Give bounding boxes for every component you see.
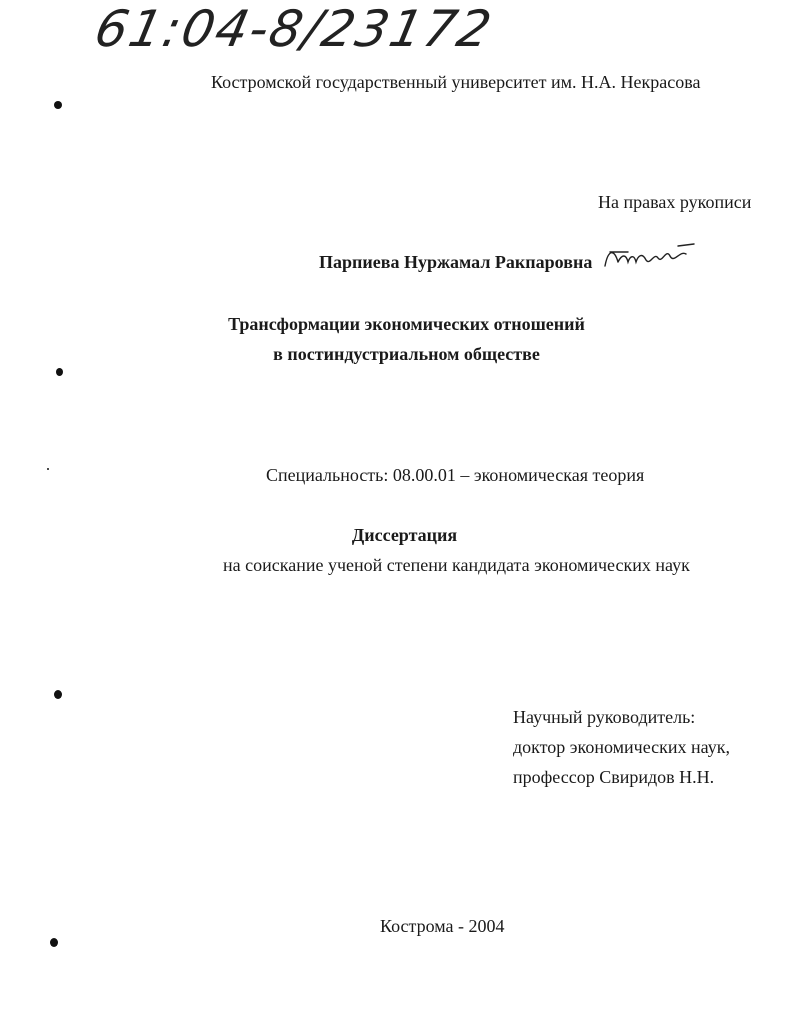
archive-number-handwritten: 61:04-8/23172 <box>89 0 499 58</box>
university-name: Костромской государственный университет им. Н.А. Некрасова <box>211 72 701 92</box>
scan-speck <box>56 368 63 376</box>
title-line-1: Трансформации экономических отношений <box>228 314 585 334</box>
place-year: Кострома - 2004 <box>380 916 505 936</box>
scan-speck <box>47 468 49 470</box>
scan-speck <box>50 938 58 947</box>
supervisor-degree: доктор экономических наук, <box>513 737 730 757</box>
specialty: Специальность: 08.00.01 – экономическая теория <box>266 465 645 485</box>
author-signature <box>600 240 700 274</box>
supervisor-name: профессор Свиридов Н.Н. <box>513 767 715 787</box>
scan-speck <box>54 690 62 699</box>
supervisor-label: Научный руководитель: <box>513 707 696 727</box>
title-line-2: в постиндустриальном обществе <box>273 344 540 364</box>
rights-note: На правах рукописи <box>598 192 752 212</box>
document-type: Диссертация <box>351 525 458 545</box>
scan-speck <box>54 101 62 109</box>
author-name: Парпиева Нуржамал Ракпаровна <box>319 252 593 272</box>
degree-line: на соискание ученой степени кандидата экономических наук <box>223 555 690 575</box>
